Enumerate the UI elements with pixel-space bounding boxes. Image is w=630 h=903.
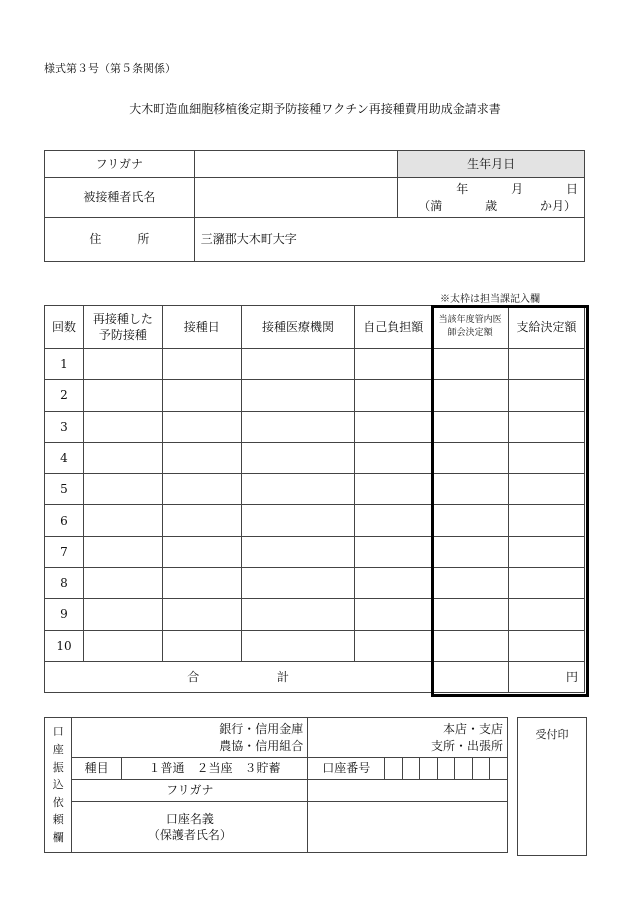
holder-furigana-field[interactable] [308,780,508,802]
row-cell[interactable] [83,568,162,599]
row-cell[interactable] [355,505,432,536]
table-row [45,442,585,473]
row-cell[interactable] [241,536,355,567]
bold-frame-note: ※太枠は担当課記入欄 [440,294,540,305]
row-number: 8 [45,568,84,599]
applicant-table [44,150,585,262]
account-digit[interactable] [472,758,490,780]
total-label-1: 合 [187,669,200,684]
account-digit[interactable] [385,758,403,780]
row-cell[interactable] [355,568,432,599]
header-vaccine: 再接種した予防接種 [83,306,162,349]
row-cell[interactable] [355,536,432,567]
total-label-2: 計 [276,669,289,684]
row-cell[interactable] [241,474,355,505]
account-type-options[interactable]: １普通 ２当座 ３貯蓄 [121,758,308,780]
form-title: 大木町造血細胞移植後定期予防接種ワクチン再接種費用助成金請求書 [129,102,501,116]
row-cell[interactable] [432,568,509,599]
branch-types-2: 支所・出張所 [430,738,503,753]
row-cell[interactable] [241,568,355,599]
row-cell[interactable] [355,349,432,380]
table-row [45,536,585,567]
row-cell[interactable] [241,630,355,661]
row-number: 10 [45,630,84,661]
age-open: （満 [418,198,443,213]
holder-furigana-label: フリガナ [72,780,308,802]
row-cell[interactable] [162,536,241,567]
row-number: 3 [45,411,84,442]
account-digit[interactable] [402,758,420,780]
row-cell[interactable] [241,349,355,380]
row-cell[interactable] [83,411,162,442]
day-label: 日 [565,182,578,197]
account-digit[interactable] [420,758,438,780]
bank-side-label [45,718,72,853]
bank-types-2: 農協・信用組合 [219,738,304,753]
account-digit[interactable] [455,758,473,780]
row-number: 9 [45,599,84,630]
total-label [45,661,432,692]
side-char: 振 [52,760,64,774]
address-field[interactable]: 三瀦郡大木町大字 [194,218,584,262]
row-cell[interactable] [509,599,585,630]
reception-stamp-box[interactable] [517,717,587,856]
row-cell[interactable] [162,630,241,661]
row-cell[interactable] [83,442,162,473]
table-row [45,411,585,442]
row-cell[interactable] [83,474,162,505]
side-char: 込 [52,778,64,792]
side-char: 口 [52,725,64,739]
bank-table [44,717,508,853]
row-cell[interactable] [432,380,509,411]
row-cell[interactable] [162,568,241,599]
row-cell[interactable] [162,380,241,411]
table-row [45,599,585,630]
month-label: 月 [511,182,524,197]
row-cell[interactable] [509,411,585,442]
row-cell[interactable] [241,380,355,411]
row-cell[interactable] [162,411,241,442]
row-cell[interactable] [509,380,585,411]
row-number: 4 [45,442,84,473]
header-decision: 支給決定額 [509,306,585,349]
row-cell[interactable] [432,630,509,661]
row-cell[interactable] [83,599,162,630]
row-cell[interactable] [241,599,355,630]
row-cell[interactable] [83,505,162,536]
form-number: 様式第３号（第５条関係） [44,62,176,75]
address-label: 住 所 [45,218,195,262]
name-label: 被接種者氏名 [45,178,195,218]
age-years: 歳 [485,198,498,213]
row-cell[interactable] [509,630,585,661]
row-cell[interactable] [241,505,355,536]
row-cell[interactable] [355,380,432,411]
row-cell[interactable] [83,380,162,411]
row-cell[interactable] [432,536,509,567]
row-cell[interactable] [432,442,509,473]
row-number: 2 [45,380,84,411]
row-cell[interactable] [241,411,355,442]
row-cell[interactable] [162,349,241,380]
row-number: 7 [45,536,84,567]
row-cell[interactable] [509,505,585,536]
vaccine-table [44,305,585,693]
account-digit[interactable] [437,758,455,780]
table-row [45,474,585,505]
side-char: 座 [52,743,64,757]
row-cell[interactable] [355,411,432,442]
furigana-field[interactable] [194,151,397,178]
table-row [45,380,585,411]
row-cell[interactable] [355,442,432,473]
row-cell[interactable] [432,349,509,380]
row-cell[interactable] [432,505,509,536]
account-type-label: 種目 [72,758,121,780]
row-number: 5 [45,474,84,505]
branch-types: 本店・支店 [442,722,503,737]
header-count: 回数 [45,306,84,349]
row-cell[interactable] [432,474,509,505]
row-cell[interactable] [509,536,585,567]
row-cell[interactable] [355,599,432,630]
holder-name-field[interactable] [308,802,508,853]
holder-sub: （保護者氏名） [147,828,232,842]
row-cell[interactable] [509,349,585,380]
account-number-label: 口座番号 [308,758,385,780]
name-field[interactable] [194,178,397,218]
row-cell[interactable] [162,505,241,536]
row-cell[interactable] [432,599,509,630]
table-row [45,630,585,661]
year-label: 年 [456,182,469,197]
header-date: 接種日 [162,306,241,349]
row-cell[interactable] [83,536,162,567]
holder-label [72,802,308,853]
table-row [45,505,585,536]
holder-main: 口座名義 [165,811,214,826]
side-char: 頼 [52,813,64,827]
reception-label: 受付印 [535,728,569,741]
row-cell[interactable] [83,630,162,661]
table-row [45,349,585,380]
table-row [45,568,585,599]
birthdate-field[interactable] [398,178,585,218]
row-cell[interactable] [509,442,585,473]
row-number: 6 [45,505,84,536]
row-cell[interactable] [432,411,509,442]
branch-name-field[interactable] [308,718,508,758]
furigana-label: フリガナ [45,151,195,178]
header-clinic: 接種医療機関 [241,306,355,349]
account-digit[interactable] [490,758,508,780]
row-number: 1 [45,349,84,380]
row-cell[interactable] [162,599,241,630]
total-assoc[interactable] [432,661,509,692]
row-cell[interactable] [162,474,241,505]
birthdate-label: 生年月日 [398,151,585,178]
row-cell[interactable] [241,442,355,473]
row-cell[interactable] [355,474,432,505]
row-cell[interactable] [509,474,585,505]
row-cell[interactable] [355,630,432,661]
side-char: 依 [52,795,64,809]
header-self-pay: 自己負担額 [355,306,432,349]
header-assoc-amount: 当該年度管内医師会決定額 [432,306,509,349]
total-decision[interactable]: 円 [509,661,585,692]
row-cell[interactable] [509,568,585,599]
age-months: か月） [539,198,576,213]
row-cell[interactable] [83,349,162,380]
side-char: 欄 [52,830,64,844]
row-cell[interactable] [162,442,241,473]
bank-types: 銀行・信用金庫 [219,722,304,737]
bank-name-field[interactable] [72,718,308,758]
